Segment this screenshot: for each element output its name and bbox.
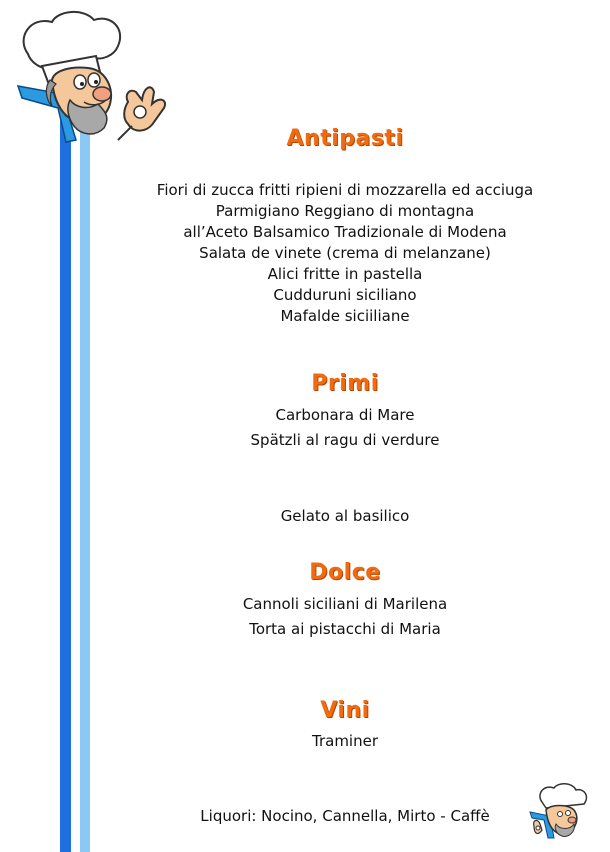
decorative-stripe-light [80,92,90,852]
list-item: Cudduruni siciliano [273,286,417,304]
list-item: Traminer [312,732,378,750]
intermezzo-item: Gelato al basilico [280,507,410,525]
liquori-line: Liquori: Nocino, Cannella, Mirto - Caffè [200,807,490,825]
list-item: Spätzli al ragu di verdure [250,431,440,449]
list-item: Alici fritte in pastella [267,265,423,283]
dolce-list [110,592,580,642]
dolce-heading: Dolce [309,560,381,585]
list-item: Mafalde siciiliane [280,307,410,325]
primi-heading: Primi [311,371,379,396]
antipasti-heading: Antipasti [286,126,404,151]
decorative-stripe-dark [60,92,71,852]
antipasti-list [110,180,580,327]
vini-list [110,731,580,752]
list-item: Torta ai pistacchi di Maria [249,620,441,638]
list-item: Salata de vinete (crema di melanzane) [199,244,491,262]
list-item: Fiori di zucca fritti ripieni di mozzarella ed acciuga [156,181,534,199]
chef-mascot-small-icon [528,782,592,842]
list-item: Carbonara di Mare [275,406,415,424]
primi-list [110,403,580,453]
list-item: Cannoli siciliani di Marilena [242,595,448,613]
list-item: all’Aceto Balsamico Tradizionale di Modena [183,223,507,241]
list-item: Parmigiano Reggiano di montagna [215,202,475,220]
vini-heading: Vini [320,698,370,723]
